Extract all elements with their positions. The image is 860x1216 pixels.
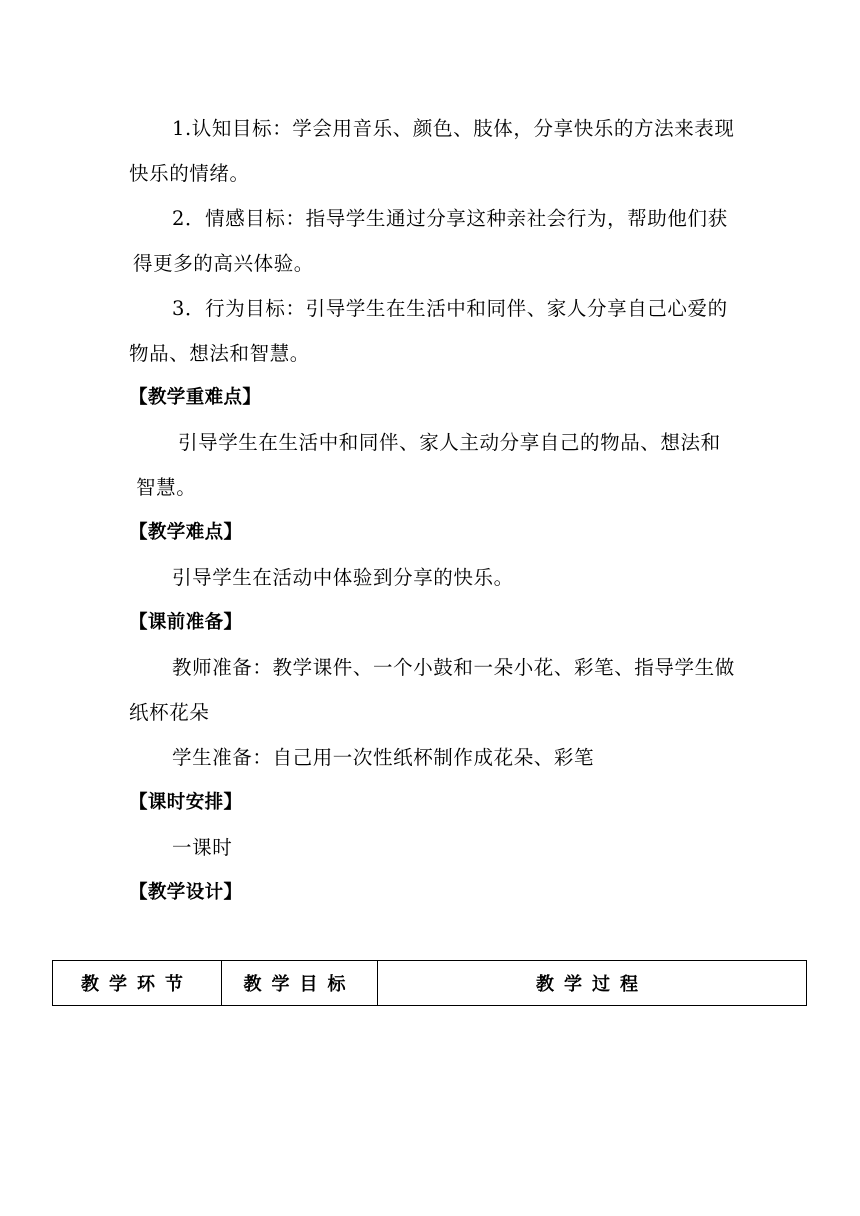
table-header-row xyxy=(53,961,807,1006)
column-header-stage: 教学环节 xyxy=(53,961,222,1006)
column-header-objective: 教学目标 xyxy=(222,961,378,1006)
behavior-goal-line1: 3．行为目标：引导学生在生活中和同伴、家人分享自己心爱的 xyxy=(172,297,728,320)
teacher-prep-line2: 纸杯花朵 xyxy=(129,701,210,724)
key-points-line1: 引导学生在生活中和同伴、家人主动分享自己的物品、想法和 xyxy=(178,431,721,454)
design-table xyxy=(52,960,807,1006)
key-points-heading: 【教学重难点】 xyxy=(129,387,262,408)
preparation-heading: 【课前准备】 xyxy=(129,612,243,633)
column-header-process: 教学过程 xyxy=(378,961,807,1006)
student-prep: 学生准备：自己用一次性纸杯制作成花朵、彩笔 xyxy=(172,746,595,769)
schedule-text: 一课时 xyxy=(172,836,233,859)
teacher-prep-line1: 教师准备：教学课件、一个小鼓和一朵小花、彩笔、指导学生做 xyxy=(172,656,735,679)
design-heading: 【教学设计】 xyxy=(129,882,243,903)
key-points-line2: 智慧。 xyxy=(136,476,197,499)
behavior-goal-line2: 物品、想法和智慧。 xyxy=(129,342,310,365)
emotional-goal-line1: 2．情感目标：指导学生通过分享这种亲社会行为，帮助他们获 xyxy=(172,207,728,230)
cognitive-goal-line2: 快乐的情绪。 xyxy=(129,162,250,185)
difficulty-heading: 【教学难点】 xyxy=(129,522,243,543)
emotional-goal-line2: 得更多的高兴体验。 xyxy=(133,252,314,275)
cognitive-goal-line1: 1.认知目标：学会用音乐、颜色、肢体，分享快乐的方法来表现 xyxy=(172,117,735,140)
schedule-heading: 【课时安排】 xyxy=(129,792,243,813)
difficulty-text: 引导学生在活动中体验到分享的快乐。 xyxy=(172,566,514,589)
